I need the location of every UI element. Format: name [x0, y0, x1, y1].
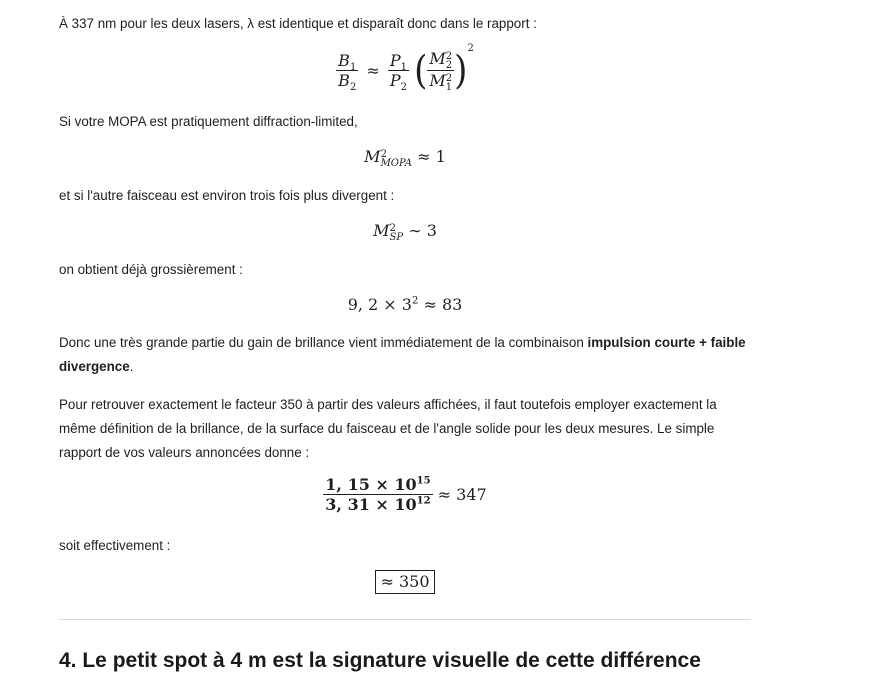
subscript-2: 2 — [349, 82, 357, 94]
fraction-b1-b2 — [336, 51, 358, 94]
subscript-1: 1 — [400, 62, 408, 74]
superscript: 2 — [445, 73, 453, 84]
relation: ∼ 3 — [408, 221, 437, 240]
relation: ≈ 83 — [423, 295, 463, 314]
fraction-m2-m1 — [427, 49, 454, 92]
equation-boxed-result — [59, 570, 751, 594]
symbol-p2: P — [389, 71, 401, 90]
paragraph-other-beam: et si l'autre faisceau est environ trois fois plus divergent : — [59, 188, 395, 203]
section-divider — [59, 619, 751, 620]
equation-m2-mopa — [59, 147, 751, 168]
subscript-mopa: MOPA — [380, 158, 413, 169]
paragraph-intro: À 337 nm pour les deux lasers, λ est identique et disparaît donc dans le rapport : — [59, 16, 537, 31]
symbol-b2: B — [338, 71, 350, 90]
right-parenthesis: ) — [454, 47, 468, 94]
denominator: 3, 31 × 10 — [325, 495, 417, 514]
paragraph-conclusion — [59, 331, 751, 379]
subscript: 1 — [445, 82, 453, 93]
superscript: 2 — [389, 223, 396, 234]
relation: ≈ 347 — [437, 485, 487, 504]
exponent: 2 — [411, 295, 419, 307]
paragraph-effectively: soit effectivement : — [59, 538, 171, 553]
text-before: Donc une très grande partie du gain de brillance vient immédiatement de la combinaison — [59, 335, 588, 350]
relation: ≈ 1 — [417, 147, 446, 166]
symbol-m: M — [373, 221, 390, 240]
fraction-p1-p2 — [388, 51, 409, 94]
emphasis-text: impulsion courte + faible divergence — [59, 335, 746, 374]
numerator-exponent: 15 — [416, 475, 431, 487]
symbol-m: M — [364, 147, 381, 166]
denominator-exponent: 12 — [416, 495, 431, 507]
boxed-result: ≈ 350 — [375, 570, 434, 594]
subscript-sp: SP — [389, 232, 404, 243]
superscript: 2 — [445, 51, 453, 62]
superscript: 2 — [380, 149, 387, 160]
equation-brightness-ratio — [59, 43, 751, 94]
numerator: 1, 15 × 10 — [325, 475, 417, 494]
subscript: 2 — [445, 60, 453, 71]
symbol-m2: M — [429, 49, 446, 68]
symbol-m1: M — [429, 71, 446, 90]
expression: 9, 2 × 3 — [347, 295, 412, 314]
fraction-values — [323, 475, 432, 514]
paragraph-exact-factor: Pour retrouver exactement le facteur 350 à partir des valeurs affichées, il faut toutefois employer exactement la même définition de la brillance, de la surface du faisceau et de l'angle solide pour les deux mesures. Le simple rapport de vos valeurs annoncées donne : — [59, 397, 717, 460]
paragraph-rough: on obtient déjà grossièrement : — [59, 262, 243, 277]
symbol-b1: B — [338, 51, 350, 70]
approx-sign: ≈ — [366, 61, 380, 80]
paragraph-mopa: Si votre MOPA est pratiquement diffraction-limited, — [59, 114, 358, 129]
section-heading: 4. Le petit spot à 4 m est la signature visuelle de cette différence — [59, 649, 701, 672]
left-parenthesis: ( — [414, 47, 428, 94]
subscript-2: 2 — [400, 82, 408, 94]
outer-exponent: 2 — [467, 43, 474, 54]
equation-rough-estimate — [59, 295, 751, 314]
subscript-1: 1 — [349, 62, 357, 74]
equation-m2-sp — [59, 221, 751, 242]
symbol-p1: P — [389, 51, 401, 70]
equation-ratio-values — [59, 475, 751, 514]
text-after: . — [129, 359, 134, 374]
